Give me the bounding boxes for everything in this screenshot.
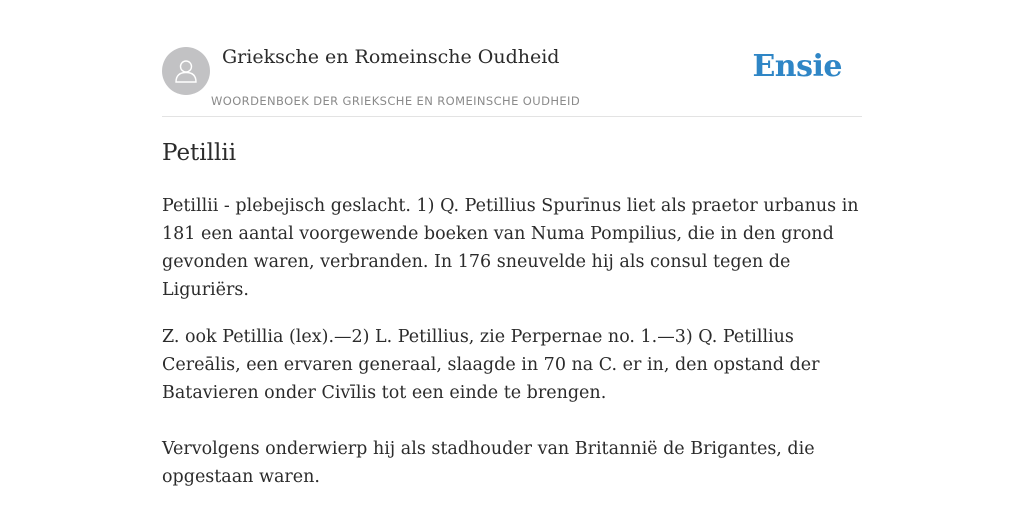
entry-paragraph: Vervolgens onderwierp hij als stadhouder van Britannië de Brigantes, die opgestaan waren. [162, 439, 815, 487]
entry-paragraph: Petillii - plebejisch geslacht. 1) Q. Petillius Spurīnus liet als praetor urbanus in 181 een aantal voorgewende boeken van Numa Pompilius, die in den grond gevonden waren, verbranden. In 176 sneuvelde hij als consul tegen de Liguriërs. [162, 196, 859, 300]
source-title[interactable]: Grieksche en Romeinsche Oudheid [222, 46, 560, 68]
entry-title: Petillii [162, 140, 237, 166]
source-header [162, 46, 862, 117]
ensie-logo[interactable]: Ensie [752, 49, 842, 84]
user-avatar-icon[interactable] [162, 47, 210, 95]
user-silhouette-icon [171, 56, 201, 86]
source-subtitle: WOORDENBOEK DER GRIEKSCHE EN ROMEINSCHE OUDHEID [211, 94, 581, 108]
entry-body [162, 192, 862, 491]
entry-paragraph: Z. ook Petillia (lex).—2) L. Petillius, zie Perpernae no. 1.—3) Q. Petillius Cereālis, een ervaren generaal, slaagde in 70 na C. er in, den opstand der Batavieren onder Civīlis tot een einde te brengen. [162, 327, 820, 403]
